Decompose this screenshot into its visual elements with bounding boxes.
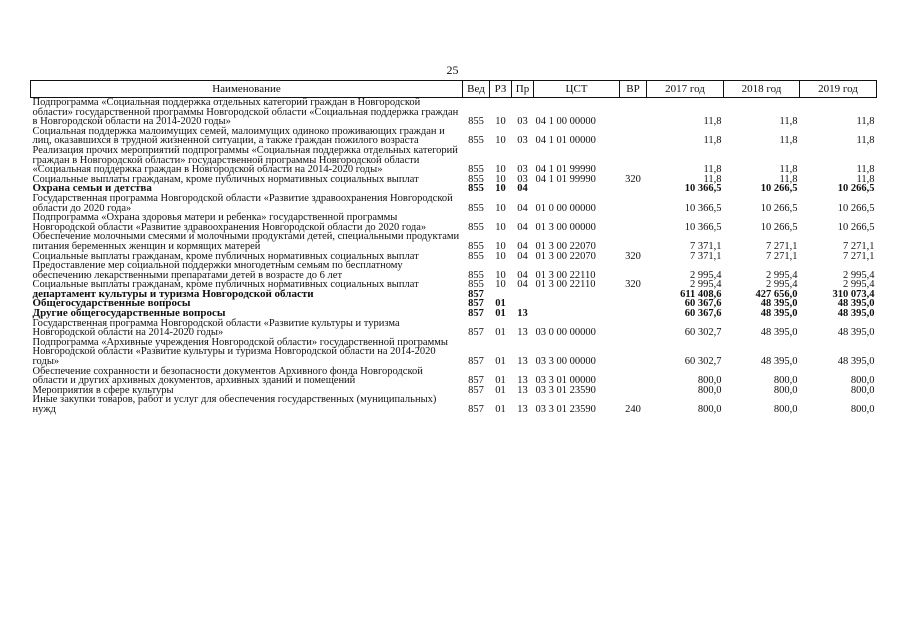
table-row (31, 175, 877, 185)
cell-vr (620, 232, 647, 251)
header-ved: Вед (463, 81, 490, 98)
cell-name: Государственная программа Новгородской области «Развитие культуры и туризма Новгородской области на 2014-2020 годы» (32, 317, 400, 339)
cell-2018: 11,8 (779, 164, 798, 176)
cell-ved: 855 (468, 221, 484, 233)
cell-cst: 01 3 00 22070 (535, 250, 596, 262)
cell-vr (620, 338, 647, 367)
cell-vr (620, 146, 647, 175)
cell-vr (620, 98, 647, 127)
cell-pr: 04 (517, 202, 528, 214)
cell-vr: 320 (625, 173, 641, 185)
cell-rz: 10 (495, 164, 506, 176)
cell-2019: 11,8 (856, 164, 875, 176)
cell-2018: 2 995,4 (766, 279, 798, 291)
cell-vr (620, 309, 647, 319)
cell-cst: 03 3 01 00000 (535, 375, 596, 387)
cell-2017: 60 302,7 (684, 327, 722, 339)
cell-ved: 855 (468, 269, 484, 281)
cell-name: Социальные выплаты гражданам, кроме публичных нормативных социальных выплат (32, 250, 419, 262)
cell-2017: 11,8 (703, 164, 722, 176)
cell-name: Обеспечение сохранности и безопасности документов Архивного фонда Новгородской области и других архивных документов, архивных зданий и помещений (32, 365, 423, 387)
cell-ved: 857 (468, 384, 484, 396)
cell-2017: 7 371,1 (690, 240, 722, 252)
cell-cst (534, 290, 620, 300)
cell-pr: 13 (517, 327, 528, 339)
cell-2017: 7 371,1 (690, 250, 722, 262)
cell-2018: 10 266,5 (760, 202, 798, 214)
cell-ved: 857 (468, 404, 484, 415)
cell-2018: 800,0 (773, 384, 798, 396)
cell-2017: 611 408,6 (680, 288, 722, 300)
cell-2017: 10 366,5 (684, 202, 722, 214)
cell-cst (534, 309, 620, 319)
cell-2017: 11,8 (703, 116, 722, 128)
cell-name: Подпрограмма «Охрана здоровья матери и ребенка» государственной программы Новгородской области «Развитие здравоохранения Новгородской области до 2020 года» (32, 212, 427, 233)
cell-cst: 04 1 01 99990 (535, 164, 596, 176)
table-row (31, 367, 877, 386)
cell-2018: 11,8 (779, 173, 798, 185)
cell-rz: 10 (495, 269, 506, 281)
cell-name: Мероприятия в сфере культуры (32, 384, 174, 396)
cell-pr: 04 (517, 240, 528, 252)
cell-2018: 427 656,0 (755, 288, 798, 300)
table-row (31, 213, 877, 232)
cell-ved: 857 (468, 356, 484, 368)
cell-rz: 01 (495, 384, 506, 396)
header-cst: ЦСТ (534, 81, 620, 98)
cell-vr (620, 290, 647, 300)
cell-2018: 7 271,1 (766, 240, 798, 252)
cell-name: Подпрограмма «Социальная поддержка отдельных категорий граждан в Новгородской области» государственной программы Новгородской области «Социальная поддержка граждан в Новгородской области на 2014-2020 годы» (32, 97, 459, 128)
cell-2019: 48 395,0 (837, 308, 875, 320)
cell-cst (534, 299, 620, 309)
cell-2018: 2 995,4 (766, 269, 798, 281)
cell-rz: 10 (495, 250, 506, 262)
table-row (31, 98, 877, 127)
cell-rz: 10 (495, 135, 506, 147)
table-row (31, 319, 877, 338)
cell-2019: 800,0 (850, 384, 875, 396)
cell-vr (620, 127, 647, 146)
cell-2018: 48 395,0 (760, 298, 798, 310)
table-row (31, 127, 877, 146)
cell-pr: 04 (517, 279, 528, 291)
cell-2018: 10 266,5 (760, 221, 798, 233)
cell-name: Общегосударственные вопросы (32, 297, 191, 310)
cell-cst: 01 3 00 22070 (535, 240, 596, 252)
header-rz: РЗ (490, 81, 512, 98)
cell-name: департамент культуры и туризма Новгородской области (32, 287, 314, 300)
cell-2017: 2 995,4 (690, 269, 722, 281)
page-number: 25 (446, 63, 459, 77)
cell-cst: 01 0 00 00000 (535, 202, 596, 214)
cell-pr: 04 (517, 221, 528, 233)
cell-name: Другие общегосударственные вопросы (32, 307, 226, 320)
cell-pr: 04 (517, 250, 528, 262)
cell-2019: 7 271,1 (843, 250, 875, 262)
cell-2018: 10 266,5 (760, 183, 798, 195)
cell-2019: 10 266,5 (837, 183, 875, 195)
cell-2017: 11,8 (703, 173, 722, 185)
cell-ved: 855 (468, 279, 484, 291)
cell-ved: 855 (468, 202, 484, 214)
cell-cst: 01 3 00 22110 (535, 269, 596, 281)
cell-pr: 13 (517, 404, 528, 415)
cell-rz: 10 (495, 221, 506, 233)
cell-ved: 857 (468, 375, 484, 387)
cell-ved: 857 (468, 298, 484, 310)
cell-2017: 800,0 (697, 384, 722, 396)
cell-pr (512, 290, 534, 300)
cell-cst: 04 1 01 00000 (535, 135, 596, 147)
cell-vr (620, 386, 647, 396)
header-2018: 2018 год (724, 81, 800, 98)
cell-2017: 800,0 (697, 404, 722, 415)
cell-rz: 10 (495, 240, 506, 252)
cell-cst: 03 3 01 23590 (535, 404, 596, 415)
cell-pr: 03 (517, 173, 528, 185)
cell-2017: 2 995,4 (690, 279, 722, 291)
cell-2018: 48 395,0 (760, 308, 798, 320)
budget-table (30, 80, 877, 415)
cell-name: Охрана семьи и детства (32, 182, 152, 195)
cell-pr: 13 (517, 356, 528, 368)
cell-ved: 855 (468, 164, 484, 176)
cell-name: Социальные выплаты гражданам, кроме публичных нормативных социальных выплат (32, 279, 419, 291)
cell-2018: 48 395,0 (760, 327, 798, 339)
cell-2019: 2 995,4 (843, 279, 875, 291)
cell-2019: 48 395,0 (837, 298, 875, 310)
cell-rz: 01 (495, 356, 506, 368)
cell-pr: 03 (517, 135, 528, 147)
cell-name: Реализация прочих мероприятий подпрограммы «Социальная поддержка отдельных категорий граждан в Новгородской области» государственной программы Новгородской области «Социальная поддержка граждан в Новгородской области на 2014-2020 годы» (32, 144, 458, 176)
cell-name: Социальная поддержка малоимущих семей, малоимущих одиноко проживающих граждан и лиц, оказавшихся в трудной жизненной ситуации, а также граждан пожилого возраста (32, 125, 445, 147)
cell-rz: 01 (495, 375, 506, 387)
cell-vr (620, 184, 647, 194)
cell-cst: 03 3 01 23590 (535, 384, 596, 396)
cell-2018: 11,8 (779, 135, 798, 147)
table-row (31, 261, 877, 280)
cell-pr: 04 (517, 269, 528, 281)
cell-vr (620, 194, 647, 213)
cell-rz: 10 (495, 202, 506, 214)
cell-2019: 10 266,5 (837, 202, 875, 214)
header-row (31, 81, 877, 98)
cell-cst: 04 1 00 00000 (535, 116, 596, 128)
cell-ved: 855 (468, 240, 484, 252)
cell-2019: 800,0 (850, 375, 875, 387)
cell-ved: 855 (468, 173, 484, 185)
cell-name: Иные закупки товаров, работ и услуг для обеспечения государственных (муниципальных) нужд (32, 394, 437, 415)
cell-2019: 11,8 (856, 173, 875, 185)
cell-2017: 60 367,6 (684, 298, 722, 310)
cell-pr: 13 (517, 308, 528, 320)
cell-rz: 10 (495, 116, 506, 128)
cell-2018: 800,0 (773, 404, 798, 415)
cell-name: Социальные выплаты гражданам, кроме публичных нормативных социальных выплат (32, 173, 419, 185)
cell-pr: 03 (517, 164, 528, 176)
cell-cst: 01 3 00 00000 (535, 221, 596, 233)
cell-name: Подпрограмма «Архивные учреждения Новгородской области» государственной программы Новгородской области «Развитие культуры и туризма Новгородской области на 2014-2020 годы» (32, 336, 448, 368)
cell-vr (620, 213, 647, 232)
cell-vr (620, 299, 647, 309)
table-row (31, 395, 877, 414)
cell-2017: 10 366,5 (684, 183, 722, 195)
cell-vr (620, 319, 647, 338)
cell-2019: 310 073,4 (832, 288, 875, 300)
table-row (31, 338, 877, 367)
cell-vr: 320 (625, 279, 641, 291)
cell-vr: 320 (625, 250, 641, 262)
cell-cst (534, 184, 620, 194)
cell-2017: 10 366,5 (684, 221, 722, 233)
cell-2019: 48 395,0 (837, 327, 875, 339)
cell-2018: 48 395,0 (760, 356, 798, 368)
table-row (31, 146, 877, 175)
cell-pr: 04 (517, 183, 528, 195)
cell-rz: 01 (495, 404, 506, 415)
header-name: Наименование (31, 81, 463, 98)
cell-pr: 03 (517, 116, 528, 128)
cell-pr: 13 (517, 384, 528, 396)
cell-cst: 01 3 00 22110 (535, 279, 596, 291)
cell-2018: 11,8 (779, 116, 798, 128)
cell-2019: 11,8 (856, 116, 875, 128)
cell-2018: 7 271,1 (766, 250, 798, 262)
cell-cst: 04 1 01 99990 (535, 173, 596, 185)
cell-ved: 857 (468, 308, 484, 320)
cell-2019: 2 995,4 (843, 269, 875, 281)
cell-rz: 01 (495, 298, 506, 310)
header-pr: Пр (512, 81, 534, 98)
cell-ved: 855 (468, 135, 484, 147)
cell-ved: 855 (468, 250, 484, 262)
cell-ved: 855 (468, 116, 484, 128)
cell-cst: 03 3 00 00000 (535, 356, 596, 368)
cell-rz: 10 (495, 173, 506, 185)
header-vr: ВР (620, 81, 647, 98)
cell-vr (620, 261, 647, 280)
table-row (31, 232, 877, 251)
cell-vr (620, 367, 647, 386)
cell-ved: 857 (468, 288, 484, 300)
cell-name: Предоставление мер социальной поддержки многодетным семьям по бесплатному обеспечению лекарственными препаратами детей в возрасте до 6 лет (32, 260, 403, 281)
cell-2017: 60 367,6 (684, 308, 722, 320)
cell-ved: 855 (468, 183, 484, 195)
cell-2019: 7 271,1 (843, 240, 875, 252)
cell-ved: 857 (468, 327, 484, 339)
cell-name: Обеспечение молочными смесями и молочными продуктами детей, специальными продуктами питания беременных женщин и кормящих матерей (32, 231, 460, 252)
cell-vr: 240 (625, 404, 641, 415)
cell-name: Государственная программа Новгородской области «Развитие здравоохранения Новгородской области до 2020 года» (32, 192, 453, 214)
cell-pr: 13 (517, 375, 528, 387)
cell-rz: 01 (495, 308, 506, 320)
header-2019: 2019 год (800, 81, 877, 98)
cell-2018: 800,0 (773, 375, 798, 387)
cell-rz: 01 (495, 327, 506, 339)
cell-2017: 60 302,7 (684, 356, 722, 368)
cell-rz: 10 (495, 183, 506, 195)
cell-2019: 10 266,5 (837, 221, 875, 233)
table-body (31, 98, 877, 415)
cell-cst: 03 0 00 00000 (535, 327, 596, 339)
cell-rz: 10 (495, 279, 506, 291)
cell-2017: 800,0 (697, 375, 722, 387)
cell-2019: 11,8 (856, 135, 875, 147)
header-2017: 2017 год (647, 81, 724, 98)
table-row (31, 194, 877, 213)
cell-2017: 11,8 (703, 135, 722, 147)
cell-2019: 48 395,0 (837, 356, 875, 368)
cell-2019: 800,0 (850, 404, 875, 415)
